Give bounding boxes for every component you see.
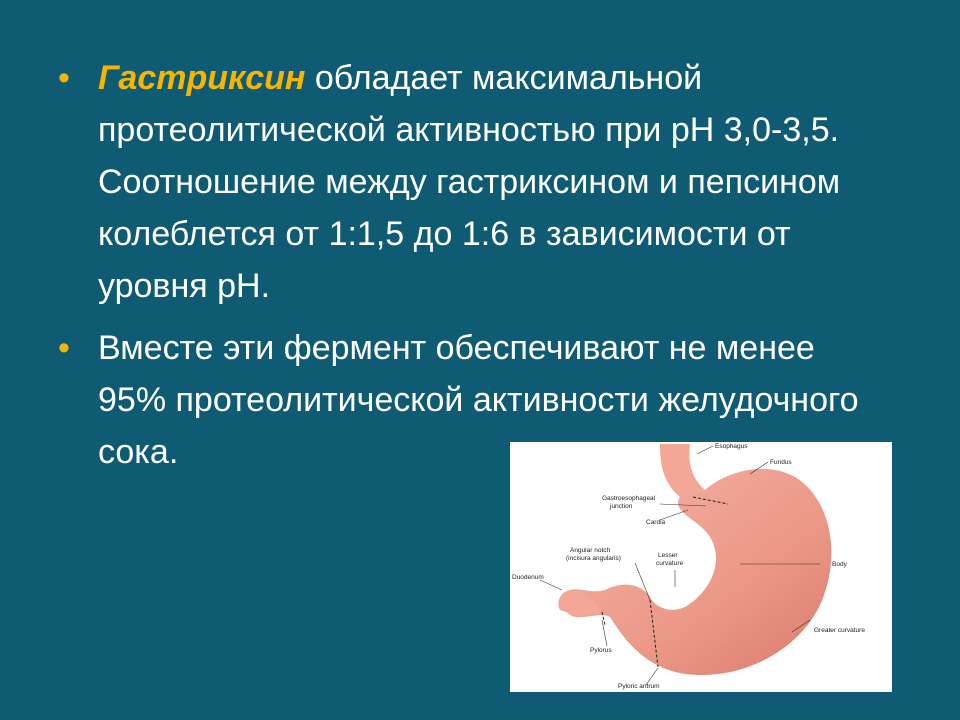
label-junction-2: junction xyxy=(610,503,633,510)
label-greater-curvature: Greater curvature xyxy=(814,627,865,634)
label-duodenum: Duodenum xyxy=(512,574,544,581)
label-lesser-1: Lesser xyxy=(658,552,678,559)
label-angular-2: (incisura angularis) xyxy=(566,555,621,562)
bullet-text: Вместе эти фермент обеспечивают не менее 95% протеолитической активности желудочного сока. xyxy=(98,329,859,471)
label-esophagus: Esophagus xyxy=(715,443,748,450)
label-lesser-2: curvature xyxy=(656,560,684,567)
label-fundus: Fundus xyxy=(770,459,792,466)
stomach-diagram xyxy=(510,442,892,692)
bullet-list xyxy=(58,52,888,488)
bullet-dot-icon: • xyxy=(58,59,70,97)
esophagus-shape xyxy=(660,444,705,497)
stomach-anatomy-image xyxy=(510,442,892,692)
bullet-gastricsin xyxy=(58,52,888,312)
highlight-term: Гастриксин xyxy=(98,59,306,97)
label-body: Body xyxy=(832,561,847,568)
bullet-text: обладает максимальной протеолитической активностью при pH 3,0-3,5. Соотношение между гастриксином и пепсином колеблется от 1:1,5 до 1:6 в зависимости от уровня pH. xyxy=(98,59,841,305)
label-pyloric-antrum: Pyloric antrum xyxy=(618,683,660,690)
label-pylorus: Pylorus xyxy=(590,647,612,654)
label-angular-1: Angular notch xyxy=(570,547,611,554)
label-cardia: Cardia xyxy=(646,519,666,526)
bullet-dot-icon: • xyxy=(58,329,70,367)
label-junction-1: Gastroesophageal xyxy=(602,495,656,502)
